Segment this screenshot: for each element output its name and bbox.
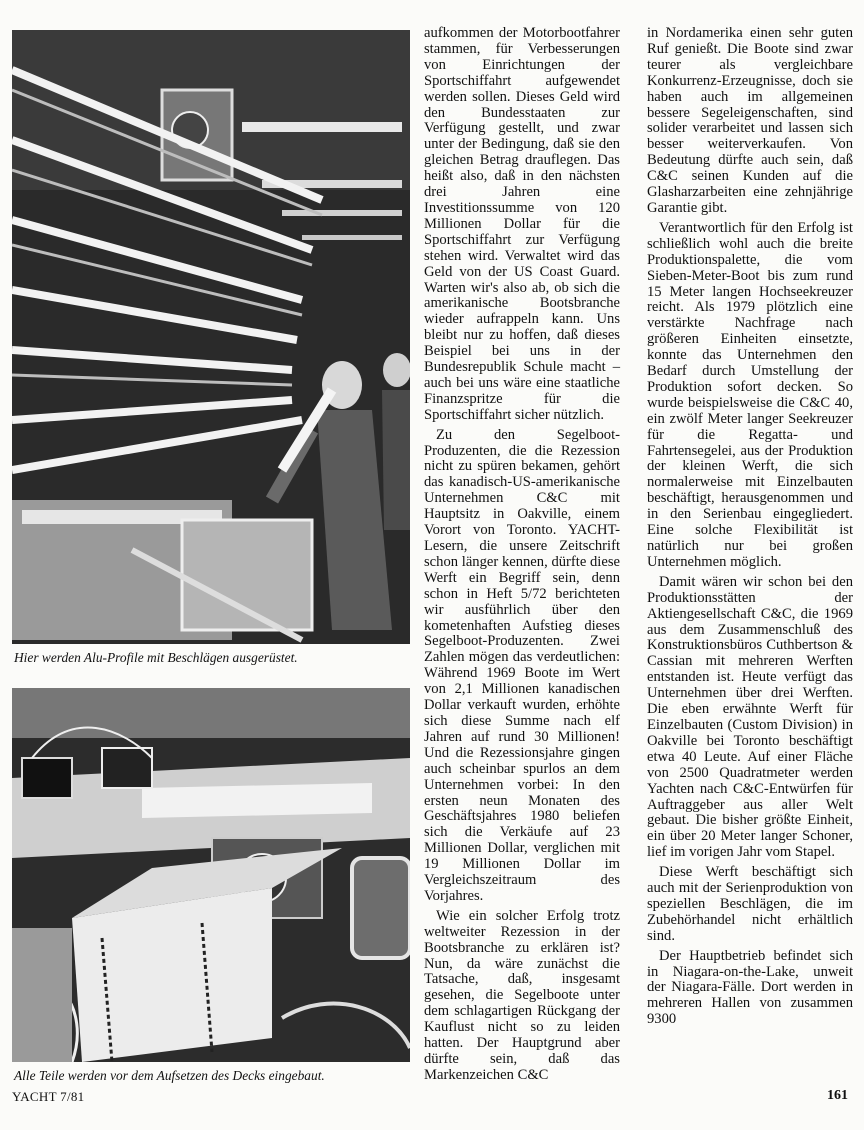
caption-bottom: Alle Teile werden vor dem Aufsetzen des Decks eingebaut. [14, 1068, 325, 1083]
paragraph: Wie ein solcher Erfolg trotz weltweiter Rezession in der Bootsbranche zu erklären ist? Nun, da wäre zunächst die Tatsache, daß, insgesamt gesehen, die Segelboote unter dem schlagartigen Rückgang der Kauflust nicht so zu leiden hatten. Der Hauptgrund aber dürfte sein, daß das Markenzeichen C&C [424, 907, 620, 1083]
page-number: 161 [827, 1088, 848, 1103]
text-column-1 [424, 26, 620, 1088]
paragraph: Der Hauptbetrieb befindet sich in Niagara-on-the-Lake, unweit der Niagara-Fälle. Dort werden in mehreren Hallen von zusammen 9300 [647, 947, 853, 1028]
paragraph: Diese Werft beschäftigt sich auch mit der Serienproduktion von speziellen Beschlägen, die im Zubehörhandel nicht erhältlich sind. [647, 864, 853, 944]
paragraph: in Nordamerika einen sehr guten Ruf genießt. Die Boote sind zwar teurer als vergleichbare Konkurrenz-Erzeugnisse, doch sie haben auch im allgemeinen bessere Segeleigenschaften, sind solider verarbeitet und lassen sich besser weiterverkaufen. Von Bedeutung dürfte auch sein, daß C&C seinen Kunden auf die Glasharzarbeiten eine zehnjährige Garantie gibt. [647, 25, 853, 216]
photo-aluminium-profiles [12, 30, 410, 644]
paragraph: aufkommen der Motorbootfahrer stammen, für Verbesserungen von Einrichtungen der Sportschiffahrt aufgewendet werden sollen. Dieses Geld wird den Bundesstaaten zur Verfügung gestellt, und zwar unter der Bedingung, daß sie den gleichen Betrag drauflegen. Das heißt also, daß in den nächsten drei Jahren eine Investitionssumme von 120 Millionen Dollar für die Sportschiffahrt zur Verfügung stehen wird. Verwaltet wird das Geld von der US Coast Guard. Warten wir's also ab, ob sich die amerikanische Bootsbranche wieder aufrappeln kann. Uns bleibt nur zu hoffen, daß dieses Beispiel bei uns in der Bundesrepublik Schule macht – auch bei uns wäre eine staatliche Finanzspritze für die Sportschiffahrt sicher nützlich. [424, 25, 620, 423]
photo-aluminium-profiles-image [12, 30, 410, 644]
text-column-2 [647, 26, 853, 1032]
paragraph: Damit wären wir schon bei den Produktionsstätten der Aktiengesellschaft C&C, die 1969 aus dem Zusammenschluß des Konstruktionsbüros Cuthbertson & Cassian mit mehreren Werften entstanden ist. Heute verfügt das Unternehmen über drei Werften. Die eben erwähnte Werft für Einzelbauten (Custom Division) in Oakville bei Toronto beschäftigt etwa 40 Leute. Auf einer Fläche von 2500 Quadratmeter werden Yachten nach C&C-Entwürfen für Auftraggeber aus aller Welt gebaut. Die bisher größte Einheit, ein über 20 Meter langer Schoner, lief im vorigen Jahr vom Stapel. [647, 573, 853, 861]
paragraph: Zu den Segelboot-Produzenten, die die Rezession nicht zu spüren bekamen, gehört das kanadisch-US-amerikanische Unternehmen C&C mit Hauptsitz in Oakville, einem Vorort von Toronto. YACHT-Lesern, die unsere Zeitschrift schon länger kennen, dürfte diese Werft ein Begriff sein, denn schon in Heft 5/72 berichteten wir ausführlich über den kometenhaften Aufstieg dieses Segelboot-Produzenten. Zwei Zahlen mögen das verdeutlichen: Während 1969 Boote im Wert von 2,1 Millionen kanadischen Dollar verkauft wurden, erhöhte sich diese Summe nach elf Jahren auf rund 30 Millionen! Und die Rezessionsjahre gingen auch scheinbar spurlos an dem Unternehmen vorbei: In den ersten neun Monaten des Geschäftsjahres 1980 beliefen sich die Verkäufe auf 23 Millionen Dollar, verglichen mit 19 Millionen Dollar im Vergleichszeitraum des Vorjahres. [424, 426, 620, 904]
paragraph: Verantwortlich für den Erfolg ist schließlich wohl auch die breite Produktionspalette, die vom Sieben-Meter-Boot bis zum rund 15 Meter langen Hochseekreuzer reicht. Als 1979 plötzlich eine verstärkte Nachfrage nach größeren Einheiten einsetzte, konnte das Unternehmen den Bedarf durch Umstellung der Produktion sofort decken. So wurde beispielsweise die C&C 40, ein zwölf Meter langer Seekreuzer für die Regatta- und Fahrtensegelei, aus der Produktion der kleinen Werft, die sich normalerweise mit Einzelbauten beschäftigt, herausgenommen und in den Serienbau eingegliedert. Eine solche Flexibilität ist natürlich nur bei großen Unternehmen möglich. [647, 219, 853, 570]
footer-magazine-issue: YACHT 7/81 [12, 1089, 85, 1104]
caption-top: Hier werden Alu-Profile mit Beschlägen ausgerüstet. [14, 650, 298, 665]
photo-hull-interior-image [12, 688, 410, 1062]
photo-hull-interior [12, 688, 410, 1062]
